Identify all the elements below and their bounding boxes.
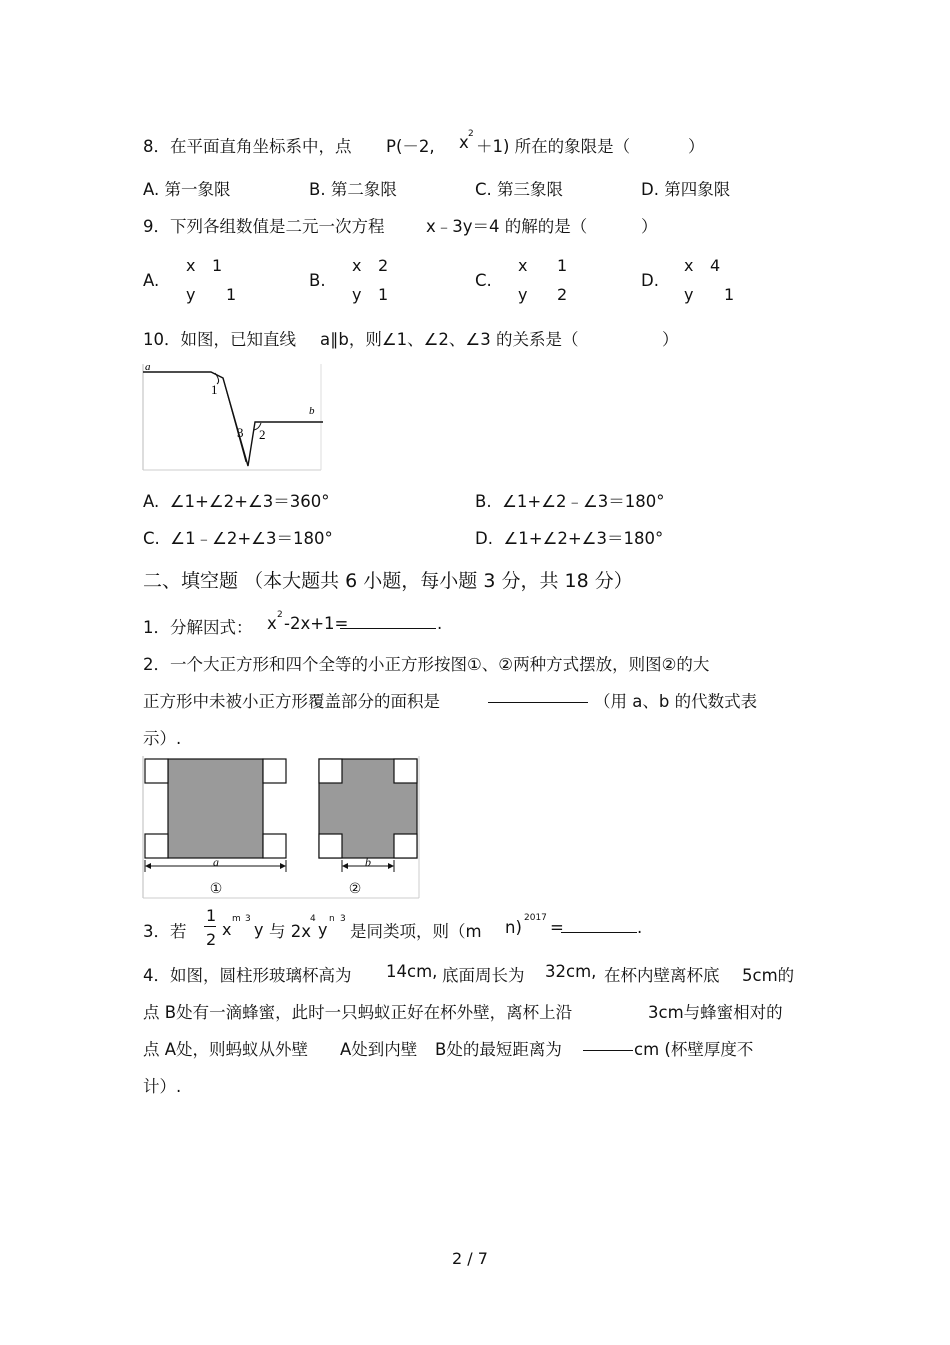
q9-option-b-xv: 2 [378,256,389,275]
q9-stem: 9．下列各组数值是二元一次方程 [143,217,385,236]
f2-line3: 示）. [143,729,182,748]
q8-stem-tail: ＋1) 所在的象限是（ [476,137,631,156]
f3-frac-bar [204,926,216,927]
f3-answer-blank[interactable] [561,918,637,933]
f4-line4: 计）. [143,1077,182,1096]
f2-label-a: a [213,855,219,869]
f1-period: . [437,614,443,633]
f4-line3: 点 A处，则蚂蚁从外壁 [143,1040,309,1059]
page-number: 2 / 7 [452,1249,488,1268]
q8-exponent: 2 [468,129,474,139]
q9-option-c-yv: 2 [557,285,568,304]
q9-option-a-label: A. [143,271,160,290]
f1-expression: -2x+1= [284,614,349,633]
f4-line2-b: 3cm与蜂蜜相对的 [648,1003,783,1022]
f4-answer-blank[interactable] [583,1036,633,1051]
q10-label-a: a [145,361,151,373]
q8-option-c: C. 第三象限 [475,180,564,199]
q10-paren-close: ） [662,330,679,349]
q8-paren-close: ） [688,137,705,156]
q9-option-c-xv: 1 [557,256,568,275]
f2-line2: 正方形中未被小正方形覆盖部分的面积是 [143,692,440,711]
q10-label-b: b [309,405,315,417]
q10-angle-2: 2 [259,427,266,442]
q9-option-c-y: y [518,285,528,304]
q10-stem: 10．如图，已知直线 [143,330,296,349]
q9-option-a-x: x [186,256,196,275]
f2-caption-1: ① [209,881,223,897]
q10-option-c: C. ∠1﹣∠2+∠3＝180° [143,529,333,548]
q8-point: P(－2, [386,137,435,156]
f3-frac-den: 2 [206,930,217,949]
f4-line3-b: A处到内壁 [340,1040,418,1059]
f3-sup-4: 4 [310,914,316,924]
q9-equation: x﹣3y＝4 的解的是（ [426,217,588,236]
f2-answer-blank[interactable] [488,688,588,703]
f4-height: 14cm, [386,962,438,981]
f3-sup-3b: 3 [340,914,346,924]
q9-option-d-y: y [684,285,694,304]
q8-option-b: B. 第二象限 [309,180,397,199]
section-title: 二、填空题 （本大题共 6 小题，每小题 3 分，共 18 分） [143,570,633,592]
q8-x: x [459,133,469,152]
q10-option-b: B. ∠1+∠2﹣∠3＝180° [475,492,665,511]
q10-angle-1: 1 [211,382,218,397]
f3-stem: 3．若 [143,922,187,941]
q9-option-b-yv: 1 [378,285,389,304]
f2-label-b: b [365,855,371,869]
f4-line1-f: 5cm的 [742,966,795,985]
q10-angle-3: 3 [237,425,244,440]
f1-exponent: 2 [277,610,283,620]
q9-option-c-label: C. [475,271,492,290]
f4-line3-c: B处的最短距离为 [435,1040,562,1059]
f3-x: x [222,920,232,939]
q9-option-d-xv: 4 [710,256,721,275]
f3-n: n) [505,918,522,937]
f2-caption-2: ② [348,881,362,897]
q9-option-c-x: x [518,256,528,275]
f3-frac-num: 1 [206,906,217,925]
q9-option-a-y: y [186,285,196,304]
q9-option-a-yv: 1 [226,285,237,304]
q10-stem-relation: a∥b，则∠1、∠2、∠3 的关系是（ [320,330,579,349]
q10-option-a: A. ∠1+∠2+∠3＝360° [143,492,330,511]
q8-stem-text: 8．在平面直角坐标系中，点 [143,137,352,156]
f2-squares-figure [143,756,423,901]
f4-line1-e: 在杯内壁离杯底 [604,966,720,985]
f2-line2-tail: （用 a、b 的代数式表 [594,692,758,711]
q8-stem [143,133,352,157]
f3-y2: y [318,920,328,939]
f1-x: x [267,614,277,633]
q9-option-d-yv: 1 [724,285,735,304]
f4-line1: 4．如图，圆柱形玻璃杯高为 [143,966,352,985]
q9-paren-close: ） [641,217,658,236]
q10-parallel-lines-figure [143,362,323,472]
q9-option-d-label: D. [641,271,659,290]
q10-option-d: D. ∠1+∠2+∠3＝180° [475,529,664,548]
f3-mid: 与 2x [269,922,312,941]
q8-option-a: A. 第一象限 [143,180,231,199]
f2-line1: 2．一个大正方形和四个全等的小正方形按图①、②两种方式摆放，则图②的大 [143,655,710,674]
f4-circumference: 32cm, [545,962,597,981]
f1-stem: 1．分解因式： [143,618,253,637]
q9-option-b-label: B. [309,271,326,290]
f4-line3-d: cm (杯壁厚度不 [634,1040,754,1059]
f3-sup-3a: 3 [245,914,251,924]
f3-sup-2017: 2017 [524,913,547,923]
q9-option-b-y: y [352,285,362,304]
q9-option-d-x: x [684,256,694,275]
f3-sup-m: m [232,914,241,924]
f3-tail: 是同类项，则（m [350,922,482,941]
q9-option-a-xv: 1 [212,256,223,275]
q8-option-d: D. 第四象限 [641,180,731,199]
f3-y: y [254,920,264,939]
q9-option-b-x: x [352,256,362,275]
f3-sup-n: n [329,914,335,924]
f3-eq: = [550,918,564,937]
f4-line2: 点 B处有一滴蜂蜜，此时一只蚂蚁正好在杯外壁，离杯上沿 [143,1003,573,1022]
f1-answer-blank[interactable] [340,614,436,629]
f3-period: . [637,918,643,937]
f4-line1-c: 底面周长为 [442,966,525,985]
